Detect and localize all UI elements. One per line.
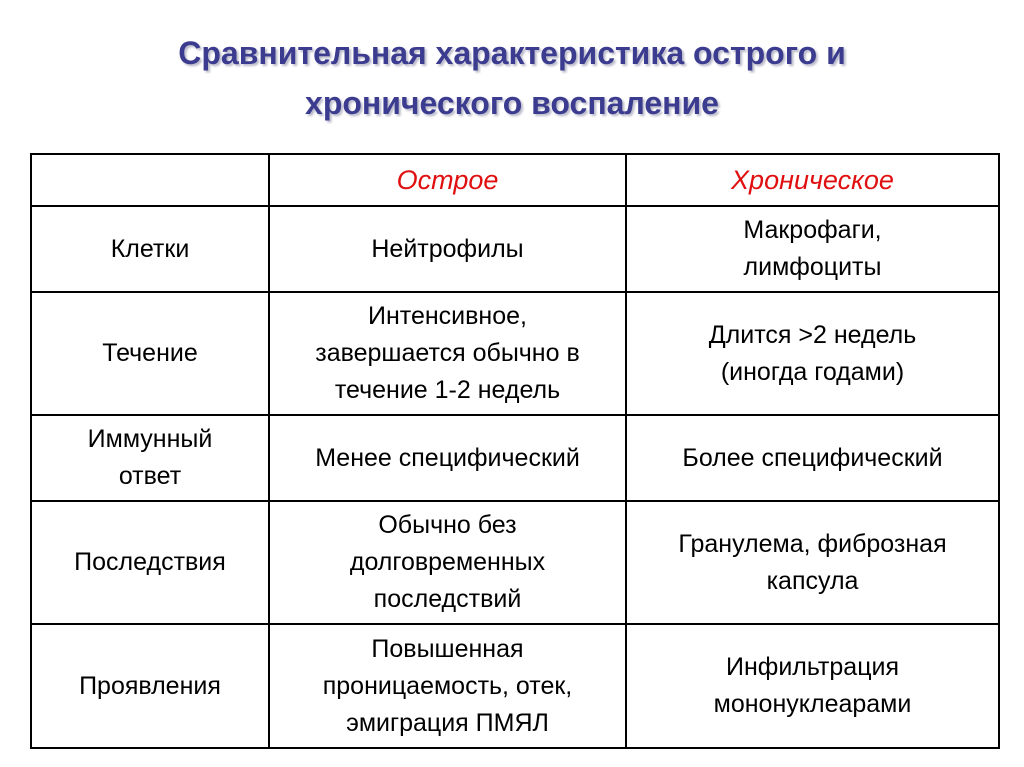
cell-line: (иногда годами) (720, 357, 905, 386)
cell-line: Более специфический (682, 443, 943, 472)
row-label (31, 292, 269, 415)
header-chronic: Хроническое (626, 154, 999, 206)
comparison-table (30, 153, 1000, 749)
cell-chronic (626, 206, 999, 292)
table-header-row (31, 154, 999, 206)
row-label-text: ответ (118, 462, 182, 490)
cell-line: мононуклеарами (713, 690, 912, 718)
row-label-text: Иммунный (87, 425, 213, 453)
cell-line: Нейтрофилы (371, 234, 524, 263)
cell-line: завершается обычно в (315, 339, 580, 367)
table-row (31, 501, 999, 624)
page-title (0, 28, 1024, 128)
title-line-1: Сравнительная характеристика острого и (178, 35, 846, 71)
row-label (31, 624, 269, 748)
cell-line: течение 1-2 недель (334, 376, 561, 404)
row-label (31, 206, 269, 292)
row-label (31, 501, 269, 624)
cell-line: Инфильтрация (725, 653, 900, 681)
cell-line: эмиграция ПМЯЛ (346, 708, 549, 737)
title-line-2: хронического воспаление (305, 85, 719, 121)
cell-line: капсула (766, 566, 859, 595)
cell-line: Гранулема, фиброзная (678, 529, 947, 558)
cell-line: Длится >2 недель (708, 320, 917, 349)
row-label-text: Течение (102, 339, 198, 367)
table-row (31, 292, 999, 415)
cell-chronic (626, 501, 999, 624)
cell-line: последствий (373, 585, 522, 613)
row-label-text: Последствия (74, 548, 226, 576)
row-label-text: Клетки (110, 234, 190, 263)
cell-acute (269, 292, 626, 415)
cell-line: долговременных (349, 548, 546, 576)
cell-chronic (626, 624, 999, 748)
cell-line: Обычно без (378, 511, 517, 539)
cell-chronic (626, 415, 999, 501)
table-row (31, 206, 999, 292)
header-corner-cell (31, 154, 269, 206)
header-acute: Острое (269, 154, 626, 206)
cell-acute (269, 501, 626, 624)
cell-line: Повышенная (371, 634, 524, 663)
table-row (31, 624, 999, 748)
cell-line: Макрофаги, (743, 216, 882, 244)
cell-acute (269, 624, 626, 748)
table-row (31, 415, 999, 501)
cell-line: Интенсивное, (368, 302, 527, 330)
cell-acute (269, 415, 626, 501)
row-label (31, 415, 269, 501)
row-label-text: Проявления (79, 671, 221, 700)
cell-line: лимфоциты (743, 253, 882, 281)
cell-line: проницаемость, отек, (322, 671, 573, 700)
cell-line: Менее специфический (315, 443, 580, 472)
cell-acute (269, 206, 626, 292)
cell-chronic (626, 292, 999, 415)
